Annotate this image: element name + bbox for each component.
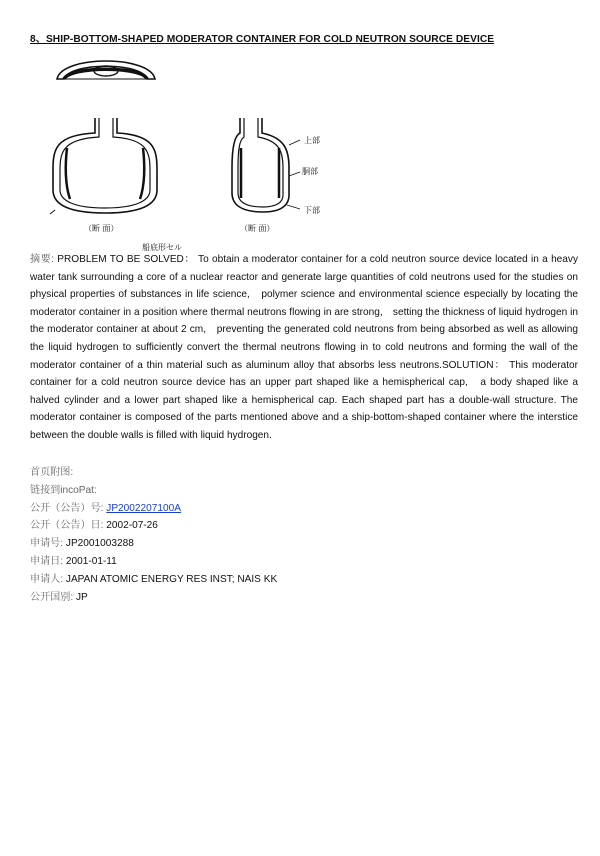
applicant-label: 申请人: (30, 573, 64, 585)
publication-date-value: 2002-07-26 (106, 520, 158, 532)
document-title: 8、SHIP-BOTTOM-SHAPED MODERATOR CONTAINER FOR COLD NEUTRON SOURCE DEVICE (30, 34, 495, 45)
application-number-value: JP2001003288 (65, 538, 134, 550)
label-lower: 下部 (304, 206, 320, 215)
first-page-image-row (30, 464, 277, 482)
publication-number-link[interactable]: JP2002207100A (106, 502, 181, 514)
application-number-row (30, 535, 277, 553)
publication-country-label: 公开国别: (30, 591, 74, 603)
publication-date-label: 公开（公告）日: (30, 520, 104, 532)
applicant-row (30, 571, 277, 589)
abstract-label: 摘要: (30, 254, 54, 265)
publication-date-row (30, 517, 277, 535)
publication-number-label: 公开（公告）号: (30, 502, 104, 514)
publication-country-row (30, 589, 277, 607)
application-date-value: 2001-01-11 (65, 555, 117, 567)
vessel-left-drawing (50, 118, 157, 214)
top-section-drawing (57, 61, 155, 79)
publication-country-value: JP (76, 591, 88, 603)
application-date-row (30, 553, 277, 571)
first-page-image-label: 首页附图: (30, 467, 74, 478)
application-date-label: 申请日: (30, 555, 64, 567)
label-body: 胴部 (302, 167, 318, 176)
applicant-value: JAPAN ATOMIC ENERGY RES INST; NAIS KK (65, 573, 278, 585)
patent-figure (0, 0, 600, 260)
vessel-right-drawing (232, 118, 300, 212)
figure-caption: 船底形セル (142, 243, 182, 252)
application-number-label: 申请号: (30, 538, 64, 550)
label-section-right: （断 面） (240, 224, 275, 233)
incopat-link-row (30, 482, 277, 500)
label-upper: 上部 (304, 136, 320, 145)
label-section-left: （断 面） (84, 224, 119, 233)
abstract-text: PROBLEM TO BE SOLVED： To obtain a moderator container for a cold neutron source device located in a heavy water tank surrounding a core of a nuclear reactor and generate large quantities of cold neutrons used for the studies on physical properties of substances in life science, polymer science and environmental science especially by locating the moderator container in a position where thermal neutrons flowing in are strong, setting the thickness of liquid hydrogen in the moderator container at about 2 cm, preventing the generated cold neutrons from being absorbed as well as allowing the liquid hydrogen to sufficiently convert the thermal neutrons flowing in to cold neutrons and forming the wall of the moderator container of a thin material such as aluminum alloy that absorbs less neutrons.SOLUTION： This moderator container for a cold neutron source device has an upper part shaped like a hemispherical cap, a body shaped like a halved cylinder and a lower part shaped like a hemispherical cap. Each shaped part has a double-wall structure. The moderator container is composed of the parts mentioned above and a ship-bottom-shaped container where the interstice between the double walls is filled with liquid hydrogen. (30, 254, 579, 441)
incopat-link-label: 链接到incoPat: (30, 484, 97, 496)
publication-number-row (30, 500, 277, 518)
abstract (30, 251, 578, 445)
metadata-list (30, 464, 277, 606)
